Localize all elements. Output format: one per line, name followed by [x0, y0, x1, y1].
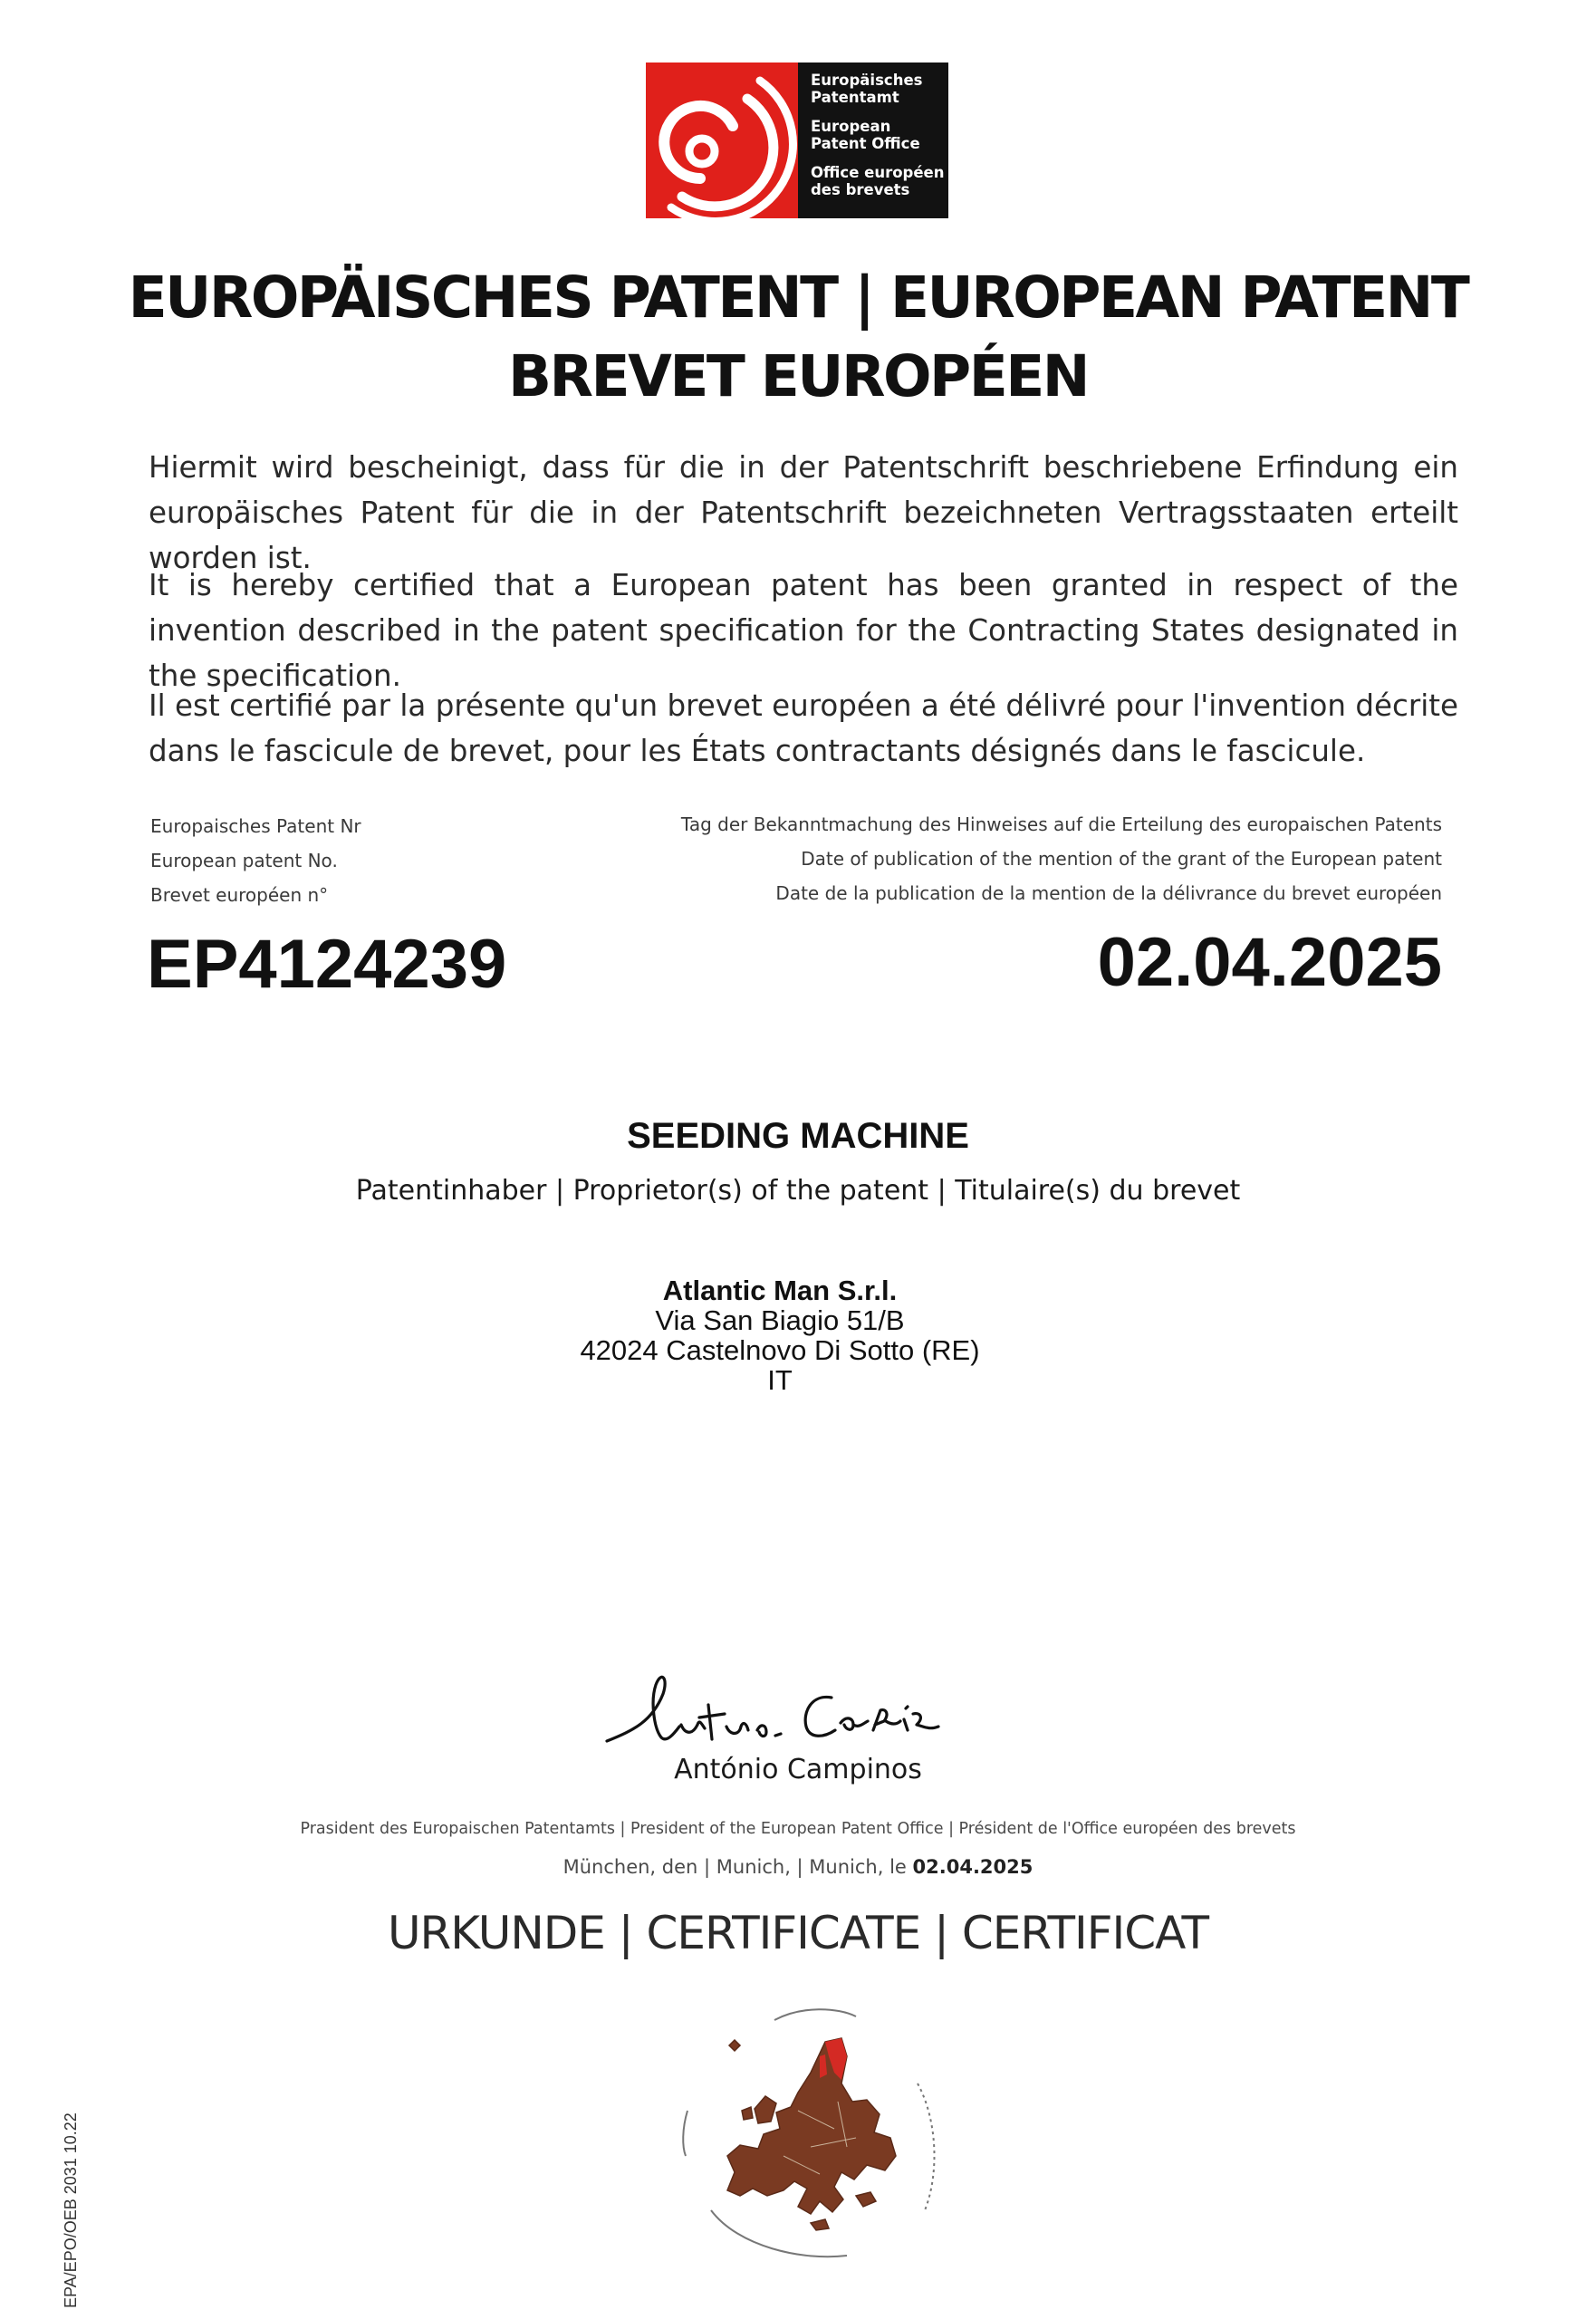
europe-map-seal-icon — [675, 2002, 965, 2274]
patent-number-label-de: Europaisches Patent Nr — [150, 815, 361, 837]
publication-date-label-en: Date of publication of the mention of the grant of the European patent — [801, 848, 1442, 870]
signature-icon — [598, 1658, 978, 1757]
document-title-line-1: EUROPÄISCHES PATENT | EUROPEAN PATENT — [128, 265, 1468, 331]
logo-line: Office européen — [811, 164, 945, 181]
patent-number-label-fr: Brevet européen n° — [150, 884, 329, 906]
place-text: München, den | Munich, | Munich, le — [562, 1856, 907, 1878]
patent-number: EP4124239 — [147, 926, 507, 1003]
logo-line: Patent Office — [811, 135, 920, 152]
logo-line: Patentamt — [811, 89, 899, 106]
certification-text-de: Hiermit wird bescheinigt, dass für die in der Patentschrift beschriebene Erfindung ein europäisches Patent für die in der Patentschrift bezeichneten Vertragsstaaten erteilt worden ist. — [149, 450, 1458, 575]
document-title-line-2: BREVET EUROPÉEN — [508, 343, 1088, 409]
signatory-name: António Campinos — [674, 1754, 922, 1785]
epo-logo-text — [798, 63, 948, 218]
proprietor-heading: Patentinhaber | Proprietor(s) of the patent | Titulaire(s) du brevet — [355, 1175, 1241, 1207]
form-code: EPA/EPO/OEB 2031 10.22 — [62, 2112, 80, 2308]
certification-text-fr: Il est certifié par la présente qu'un brevet européen a été délivré pour l'invention décrite dans le fascicule de brevet, pour les États contractants désignés dans le fascicule. — [149, 688, 1458, 768]
publication-date: 02.04.2025 — [1097, 924, 1442, 1001]
patent-number-labels — [150, 809, 361, 912]
place-and-date — [0, 1856, 1596, 1878]
proprietor-address — [0, 1275, 1560, 1395]
invention-title: SEEDING MACHINE — [627, 1116, 969, 1156]
proprietor-name: Atlantic Man S.r.l. — [662, 1275, 898, 1306]
publication-date-label-fr: Date de la publication de la mention de la délivrance du brevet européen — [775, 882, 1442, 904]
signature-date: 02.04.2025 — [912, 1856, 1034, 1878]
epo-logo — [646, 63, 948, 218]
logo-line: Europäisches — [811, 72, 923, 89]
publication-date-labels — [681, 807, 1442, 910]
proprietor-city: 42024 Castelnovo Di Sotto (RE) — [580, 1334, 980, 1366]
proprietor-street: Via San Biagio 51/B — [655, 1304, 905, 1336]
proprietor-country: IT — [767, 1364, 793, 1396]
logo-line: European — [811, 118, 891, 135]
logo-line: des brevets — [811, 181, 910, 198]
certificate-label: URKUNDE | CERTIFICATE | CERTIFICAT — [387, 1907, 1209, 1959]
epo-logo-mark-icon — [646, 63, 798, 218]
publication-date-label-de: Tag der Bekanntmachung des Hinweises auf die Erteilung des europaischen Patents — [680, 813, 1442, 835]
certification-text-en: It is hereby certified that a European patent has been granted in respect of the invention described in the patent specification for the Contracting States designated in the specification. — [149, 568, 1458, 693]
signatory-role: Prasident des Europaischen Patentamts | President of the European Patent Office | Président de l'Office européen des brevets — [300, 1820, 1296, 1838]
patent-number-label-en: European patent No. — [150, 850, 338, 871]
